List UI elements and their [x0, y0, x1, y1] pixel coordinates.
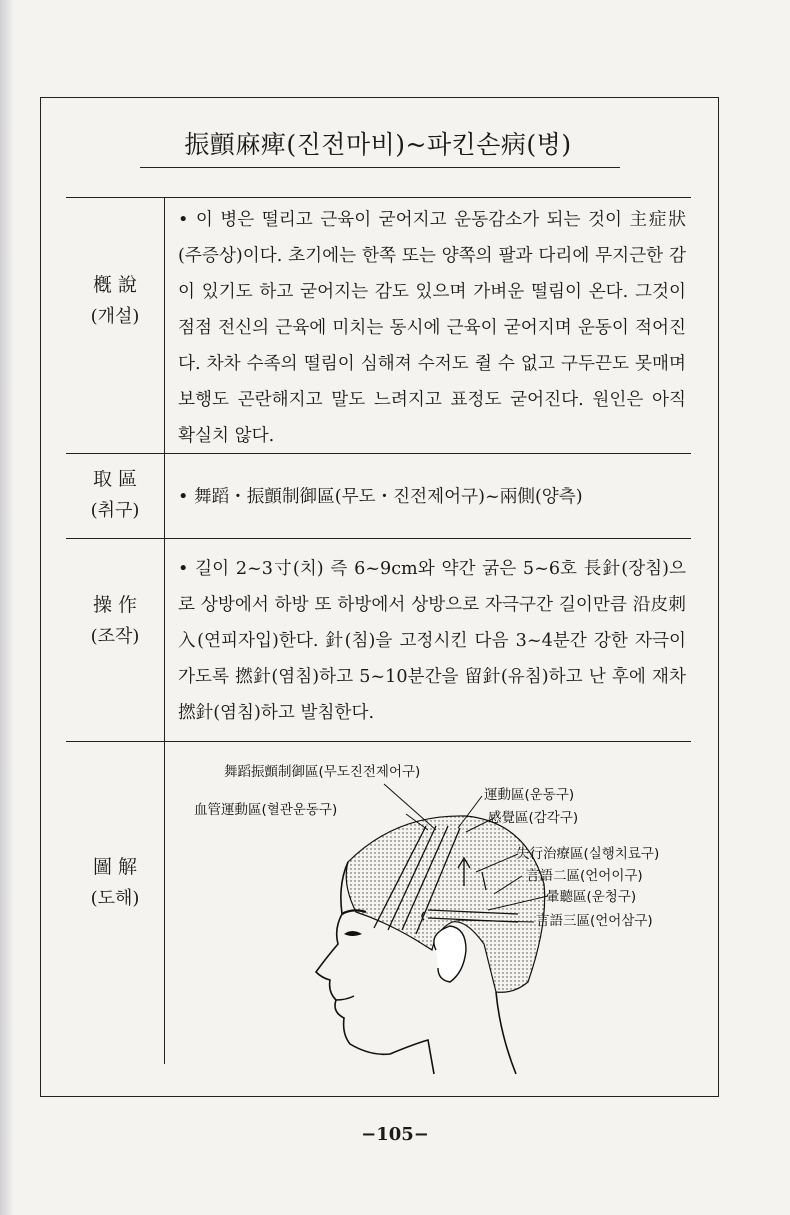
head-zone-diagram: [166, 744, 718, 1096]
mouth-mark: [336, 996, 354, 1000]
overview-label-hanja: 槪 說: [92, 274, 138, 296]
table-column-divider: [164, 197, 165, 1064]
table-row-divider: [66, 538, 691, 539]
page-edge-shadow: [0, 0, 14, 1215]
neck-outline: [496, 992, 516, 1074]
overview-label-korean: (개설): [90, 306, 140, 327]
diagram-label-hanja: 圖 解: [92, 856, 138, 878]
overview-label: [66, 270, 164, 332]
title-underline: [140, 167, 620, 168]
label-chorea-tremor-zone: 舞蹈振顫制御區(무도진전제어구): [224, 764, 421, 780]
eye-mark: [344, 931, 362, 936]
zone-text: • 舞蹈・振顫制御區(무도・진전제어구)~兩側(양측): [178, 487, 583, 507]
operation-text: [178, 551, 686, 731]
overview-text: [178, 202, 686, 454]
operation-label-korean: (조작): [90, 626, 140, 647]
label-vertigo-hearing-zone: 暈聽區(운청구): [546, 889, 637, 905]
label-speech3-zone: 言語三區(언어삼구): [536, 913, 653, 929]
label-motor-zone: 運動區(운동구): [484, 787, 575, 803]
zone-label-hanja: 取 區: [92, 468, 138, 490]
diagram-label: [66, 852, 164, 914]
zone-label: [66, 464, 164, 526]
label-sensory-zone: 感覺區(감각구): [488, 810, 579, 826]
table-top-rule: [66, 197, 691, 198]
label-vasomotor-zone: 血管運動區(혈관운동구): [194, 802, 338, 818]
ear-outline: [434, 926, 466, 982]
diagram-label-korean: (도해): [90, 888, 140, 909]
overview-paragraph: • 이 병은 떨리고 근육이 굳어지고 운동감소가 되는 것이 主症狀(주증상)이다. 초기에는 한쪽 또는 양쪽의 팔과 다리에 무지근한 감이 있기도 하고 굳어지는 감도 있으며 가벼운 떨림이 온다. 그것이 점점 전신의 근육에 미치는 동시에 근육이 굳어지며 운동이 적어진다. 차차 수족의 떨림이 심해져 수저도 쥘 수 없고 구두끈도 못매며 보행도 곤란해지고 말도 느려지고 표정도 굳어진다. 원인은 아직 확실치 않다.: [178, 210, 686, 446]
operation-label-hanja: 操 作: [92, 594, 138, 616]
page-title: 振顫麻痺(진전마비)~파킨손病(병): [184, 130, 572, 159]
operation-label: [66, 590, 164, 652]
operation-paragraph: • 길이 2~3寸(치) 즉 6~9cm와 약간 굵은 5~6호 長針(장침)으로 상방에서 하방 또 하방에서 상방으로 자극구간 길이만큼 沿皮刺入(연피자입)한다. 針(침)을 고정시킨 다음 3~4분간 강한 자극이 가도록 撚針(염침)하고 5~10분간을 留針(유침)하고 난 후에 재차 撚針(염침)하고 발침한다.: [178, 559, 686, 723]
label-speech2-zone: 言語二區(언어이구): [526, 868, 643, 884]
label-apraxia-zone: 失行治療區(실행치료구): [516, 846, 660, 862]
table-row-divider: [66, 741, 691, 742]
zone-label-korean: (취구): [90, 500, 140, 521]
page-number: −105−: [361, 1124, 429, 1145]
